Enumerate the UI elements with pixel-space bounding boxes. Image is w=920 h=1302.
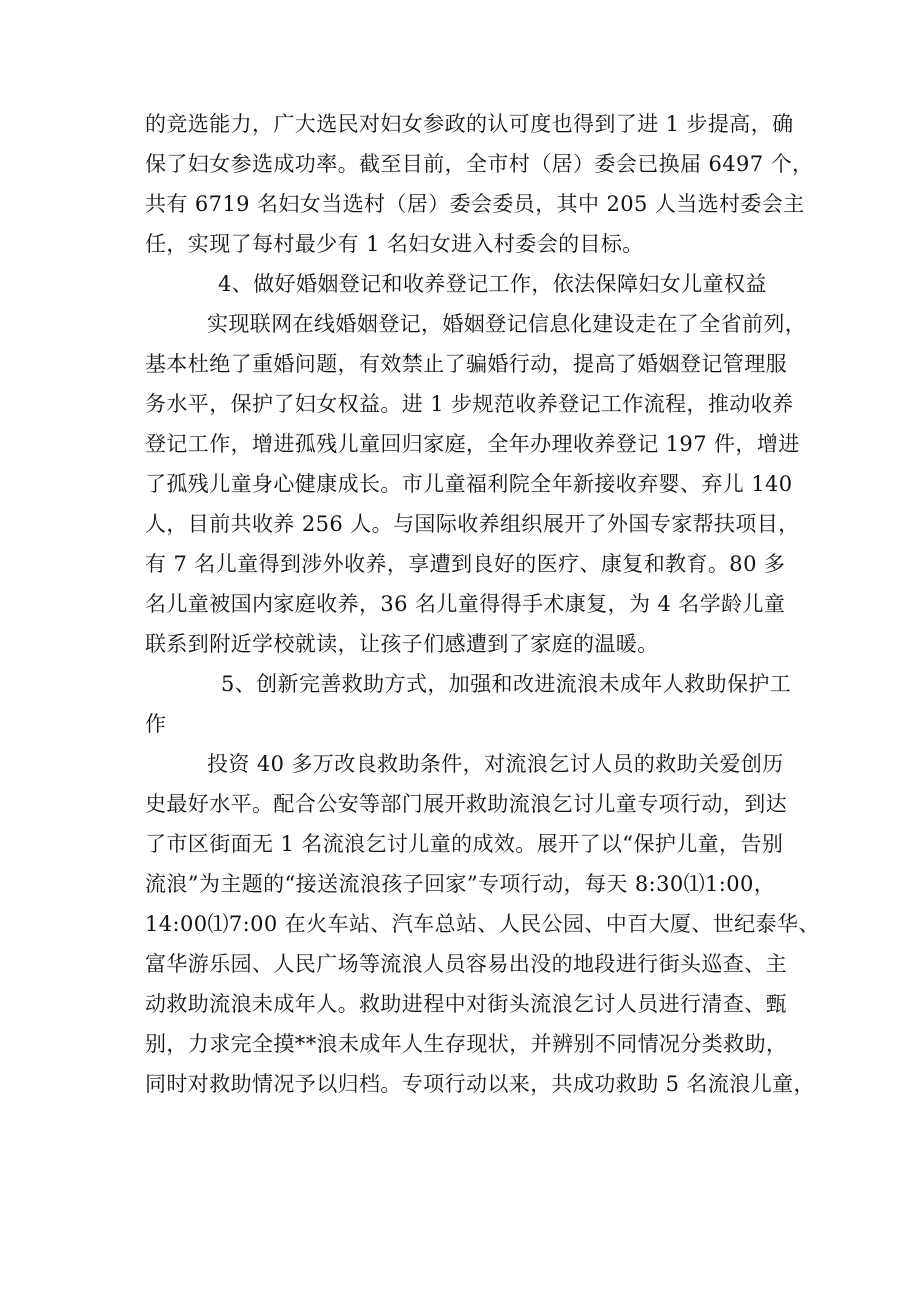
paragraph-line: 务水平，保护了妇女权益。进 1 步规范收养登记工作流程，推动收养 xyxy=(145,392,794,416)
paragraph-line: 实现联网在线婚姻登记，婚姻登记信息化建设走在了全省前列， xyxy=(207,312,807,336)
section-heading-5-continuation: 作 xyxy=(145,712,167,736)
paragraph-line: 富华游乐园、人民广场等流浪人员容易出没的地段进行街头巡查、主 xyxy=(145,952,787,976)
paragraph-line: 联系到附近学校就读，让孩子们感遭到了家庭的温暖。 xyxy=(145,632,659,656)
document-body xyxy=(145,104,820,1104)
paragraph-line: 基本杜绝了重婚问题，有效禁止了骗婚行动，提高了婚姻登记管理服 xyxy=(145,352,787,376)
paragraph-line: 史最好水平。配合公安等部门展开救助流浪乞讨儿童专项行动，到达 xyxy=(145,792,787,816)
paragraph-line: 人，目前共收养 256 人。与国际收养组织展开了外国专家帮扶项目， xyxy=(145,512,800,536)
paragraph-line: 名儿童被国内家庭收养，36 名儿童得得手术康复，为 4 名学龄儿童 xyxy=(145,592,786,616)
paragraph-line: 别，力求完全摸**浪未成年人生存现状，并辨别不同情况分类救助， xyxy=(145,1032,788,1056)
paragraph-line: 了市区街面无 1 名流浪乞讨儿童的成效。展开了以“保护儿童，告别 xyxy=(145,832,784,856)
paragraph-line: 同时对救助情况予以归档。专项行动以来，共成功救助 5 名流浪儿童， xyxy=(145,1072,815,1096)
section-heading-4: 4、做好婚姻登记和收养登记工作，依法保障妇女儿童权益 xyxy=(218,272,767,296)
paragraph-line: 登记工作，增进孤残儿童回归家庭，全年办理收养登记 197 件，增进 xyxy=(145,432,800,456)
paragraph-line: 的竞选能力，广大选民对妇女参政的认可度也得到了进 1 步提高，确 xyxy=(145,112,794,136)
paragraph-line: 动救助流浪未成年人。救助进程中对街头流浪乞讨人员进行清查、甄 xyxy=(145,992,787,1016)
paragraph-line: 共有 6719 名妇女当选村（居）委会委员，其中 205 人当选村委会主 xyxy=(145,192,805,216)
paragraph-line: 流浪”为主题的“接送流浪孩子回家”专项行动，每天 8:30⑴1:00， xyxy=(145,872,776,896)
paragraph-line: 保了妇女参选成功率。截至目前，全市村（居）委会已换届 6497 个， xyxy=(145,152,814,176)
paragraph-line: 投资 40 多万改良救助条件，对流浪乞讨人员的救助关爱创历 xyxy=(207,752,784,776)
paragraph-line: 任，实现了每村最少有 1 名妇女进入村委会的目标。 xyxy=(145,232,644,256)
paragraph-line: 有 7 名儿童得到涉外收养，享遭到良好的医疗、康复和教育。80 多 xyxy=(145,552,786,576)
paragraph-line: 了孤残儿童身心健康成长。市儿童福利院全年新接收弃婴、弃儿 140 xyxy=(145,472,793,496)
section-heading-5: 5、创新完善救助方式，加强和改进流浪未成年人救助保护工 xyxy=(221,672,792,696)
paragraph-line: 14:00⑴7:00 在火车站、汽车总站、人民公园、中百大厦、世纪泰华、 xyxy=(145,912,820,936)
